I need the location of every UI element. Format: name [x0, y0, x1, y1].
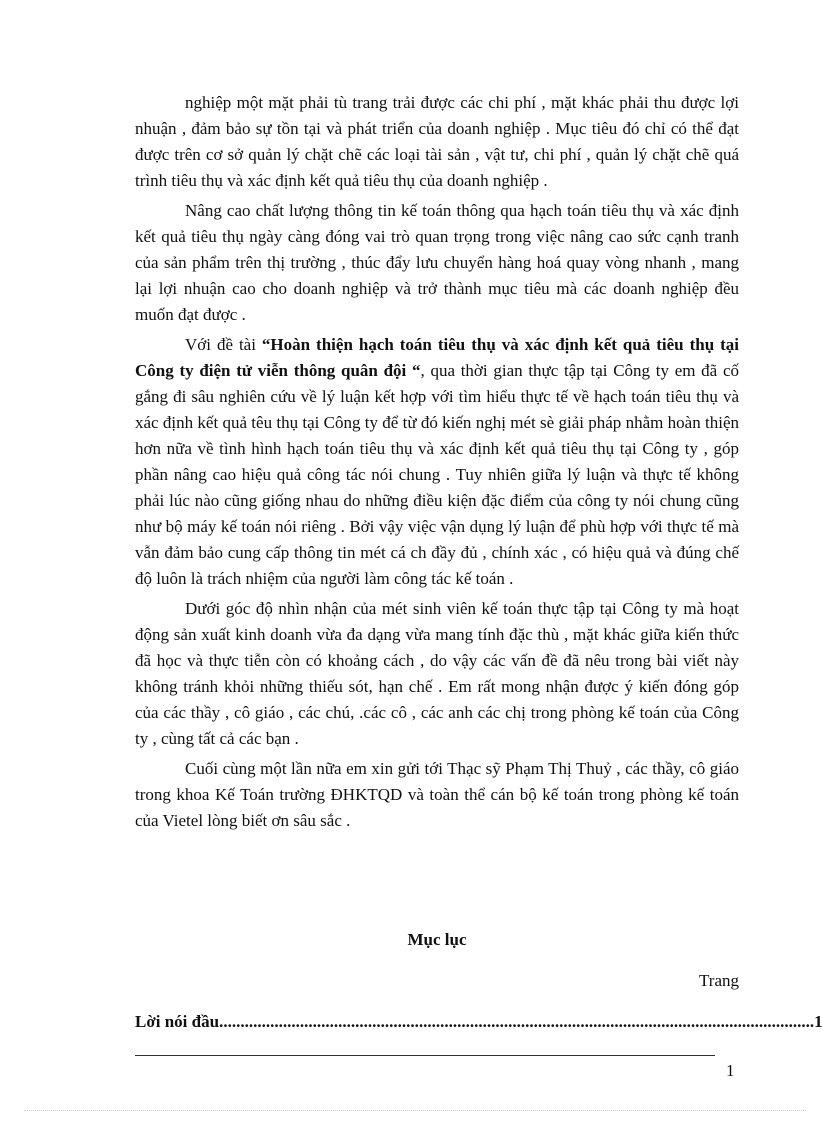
footer-divider [135, 1055, 715, 1056]
thesis-title: “Hoàn thiện hạch toán tiêu thụ và xác định kết quả tiêu thụ tại Công ty điện tử viễn thông quân đội “ [135, 335, 739, 380]
paragraph-text: Dưới góc độ nhìn nhận của mét sinh viên kế toán thực tập tại Công ty mà hoạt động sản xuất kinh doanh vừa đa dạng vừa mang tính đặc thù , mặt khác giữa kiến thức đã học và thực tiễn còn có khoảng cách , do vậy các vấn đề đã nêu trong bài viết này không tránh khỏi những thiếu sót, hạn chế . Em rất mong nhận được ý kiến đóng góp của các thầy , cô giáo , các chú, .các cô , các anh các chị trong phòng kế toán của Công ty , cùng tất cả các bạn . [135, 599, 739, 748]
paragraph-lead: Với đề tài [185, 335, 262, 354]
toc-entry[interactable] [135, 1012, 823, 1032]
toc-entry-page: 1 [814, 1012, 823, 1031]
toc-entry-label: Lời nói đầu [135, 1012, 220, 1031]
toc-title: Mục lục [407, 930, 467, 949]
paragraph-text: nghiệp một mặt phải tù trang trải được các chi phí , mặt khác phải thu được lợi nhuận , đảm bảo sự tồn tại và phát triển của doanh nghiệp . Mục tiêu đó chỉ có thể đạt được trên cơ sở quản lý chặt chẽ các loại tài sản , vật tư, chi phí , quản lý chặt chẽ quá trình tiêu thụ và xác định kết quả tiêu thụ của doanh nghiệp . [135, 93, 739, 190]
toc-section [135, 0, 823, 1123]
page-number: 1 [726, 1061, 735, 1080]
paragraph-text: , qua thời gian thực tập tại Công ty em đã cố gắng đi sâu nghiên cứu về lý luận kết hợp với tìm hiểu thực tế về hạch toán tiêu thụ và xác định kết quả têu thụ tại Công ty để từ đó kiến nghị mét sè giải pháp nhằm hoàn thiện hơn nữa về tình hình hạch toán tiêu thụ và xác định kết quả tiêu thụ tại Công ty , góp phần nâng cao hiệu quả công tác nói chung . Tuy nhiên giữa lý luận và thực tế không phải lúc nào cũng giống nhau do những điều kiện đặc điểm của công ty nói chung cũng như bộ máy kế toán nói riêng . Bởi vậy việc vận dụng lý luận để phù hợp với thực tế mà vẫn đảm bảo cung cấp thông tin mét cá ch đầy đủ , chính xác , có hiệu quả và đúng chế độ luôn là trách nhiệm của người làm công tác kế toán . [135, 361, 739, 588]
paragraph-text: Nâng cao chất lượng thông tin kế toán thông qua hạch toán tiêu thụ và xác định kết quả tiêu thụ ngày càng đóng vai trò quan trọng trong việc nâng cao sức cạnh tranh của sản phẩm trên thị trường , thúc đẩy lưu chuyển hàng hoá quay vòng nhanh , mang lại lợi nhuận cao cho doanh nghiệp và trở thành mục tiêu mà các doanh nghiệp đều muốn đạt được . [135, 201, 739, 324]
paragraph-text: Cuối cùng một lần nữa em xin gửi tới Thạc sỹ Phạm Thị Thuỷ , các thầy, cô giáo trong khoa Kế Toán trường ĐHKTQD và toàn thể cán bộ kế toán trong phòng kế toán của Vietel lòng biết ơn sâu sắc . [135, 759, 739, 830]
toc-page-header: Trang [699, 971, 739, 990]
page-bottom-border [24, 1110, 806, 1111]
toc-entry-leader: ............................................................................................................................................ [219, 1012, 815, 1031]
